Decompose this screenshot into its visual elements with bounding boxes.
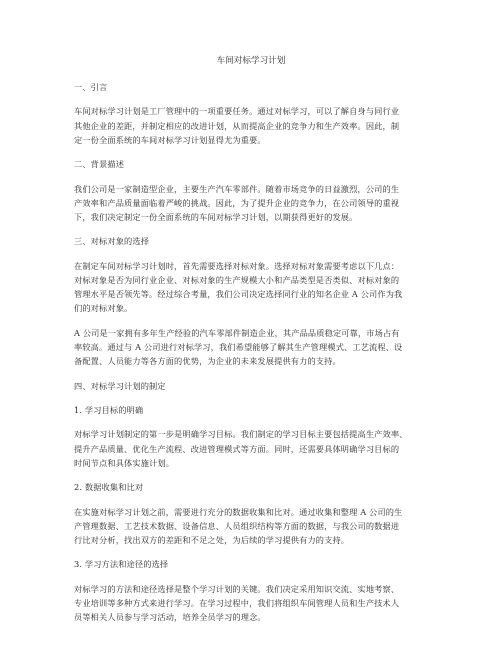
section-heading: 四、对标学习计划的制定	[74, 380, 166, 391]
paragraph-line: 在实施对标学习计划之前，需要进行充分的数据收集和比对。通过收集和整理 A 公司的生	[74, 506, 403, 517]
paragraph-line: 其他企业的差距，并制定相应的改进计划，从而提高企业的竞争力和生产效率。因此，制	[74, 120, 400, 131]
paragraph-line: 率较高。通过与 A 公司进行对标学习，我们希望能够了解其生产管理模式、工艺流程、设	[74, 342, 403, 352]
paragraph-line: 专业培训等多种方式来进行学习。在学习过程中，我们将组织车间管理人员和生产技术人	[74, 598, 400, 608]
section-heading: 二、背景描述	[74, 159, 125, 170]
paragraph-line: 提升产品质量、优化生产流程、改进管理模式等方面。同时，还需要具体明确学习目标的	[74, 443, 400, 454]
paragraph-line: 车间对标学习计划是工厂管理中的一项重要任务。通过对标学习，可以了解自身与同行业	[74, 106, 400, 117]
paragraph-line: 行比对分析，找出双方的差距和不足之处，为后续的学习提供有力的支持。	[74, 535, 350, 545]
paragraph-line: 对标对象是否为同行业企业、对标对象的生产规模大小和产品类型是否类似、对标对象的	[74, 275, 400, 285]
section-heading: 三、对标对象的选择	[74, 236, 150, 247]
section-heading: 一、引言	[74, 82, 108, 92]
paragraph-line: 们的对标对象。	[74, 303, 133, 314]
paragraph-line: 产管理数据、工艺技术数据、设备信息、人员组织结构等方面的数据，与我公司的数据进	[74, 520, 400, 531]
subsection-heading: 3. 学习方法和途径的选择	[74, 559, 169, 570]
document-title: 车间对标学习计划	[216, 56, 286, 66]
paragraph-line: 在制定车间对标学习计划时，首先需要选择对标对象。选择对标对象需要考虑以下几点：	[74, 260, 400, 271]
paragraph-line: 产效率和产品质量面临着严峻的挑战。因此，为了提升企业的竞争力，在公司领导的重视	[74, 197, 400, 208]
paragraph-line: A 公司是一家拥有多年生产经验的汽车零部件制造企业，其产品品质稳定可靠，市场占有	[74, 327, 400, 338]
paragraph-line: 定一份全面系统的车间对标学习计划显得尤为重要。	[74, 134, 266, 145]
paragraph-line: 备配置、人员能力等各方面的优势，为企业的未来发展提供有力的支持。	[74, 356, 341, 367]
paragraph-line: 员等相关人员参与学习活动，培养全员学习的理念。	[74, 612, 266, 623]
paragraph-line: 对标学习计划制定的第一步是明确学习目标。我们制定的学习目标主要包括提高生产效率、	[74, 429, 408, 440]
paragraph-line: 我们公司是一家制造型企业，主要生产汽车零部件。随着市场竞争的日益激烈，公司的生	[74, 183, 400, 194]
paragraph-line: 下，我们决定制定一份全面系统的车间对标学习计划，以期获得更好的发展。	[74, 212, 358, 222]
subsection-heading: 2. 数据收集和比对	[74, 482, 144, 493]
paragraph-line: 对标学习的方法和途径选择是整个学习计划的关键。我们决定采用知识交流、实地考察、	[74, 583, 400, 594]
paragraph-line: 时间节点和具体实施计划。	[74, 457, 175, 468]
subsection-heading: 1. 学习目标的明确	[74, 405, 144, 415]
paragraph-line: 管理水平是否领先等。经过综合考量，我们公司决定选择同行业的知名企业 A 公司作为我	[74, 289, 403, 300]
